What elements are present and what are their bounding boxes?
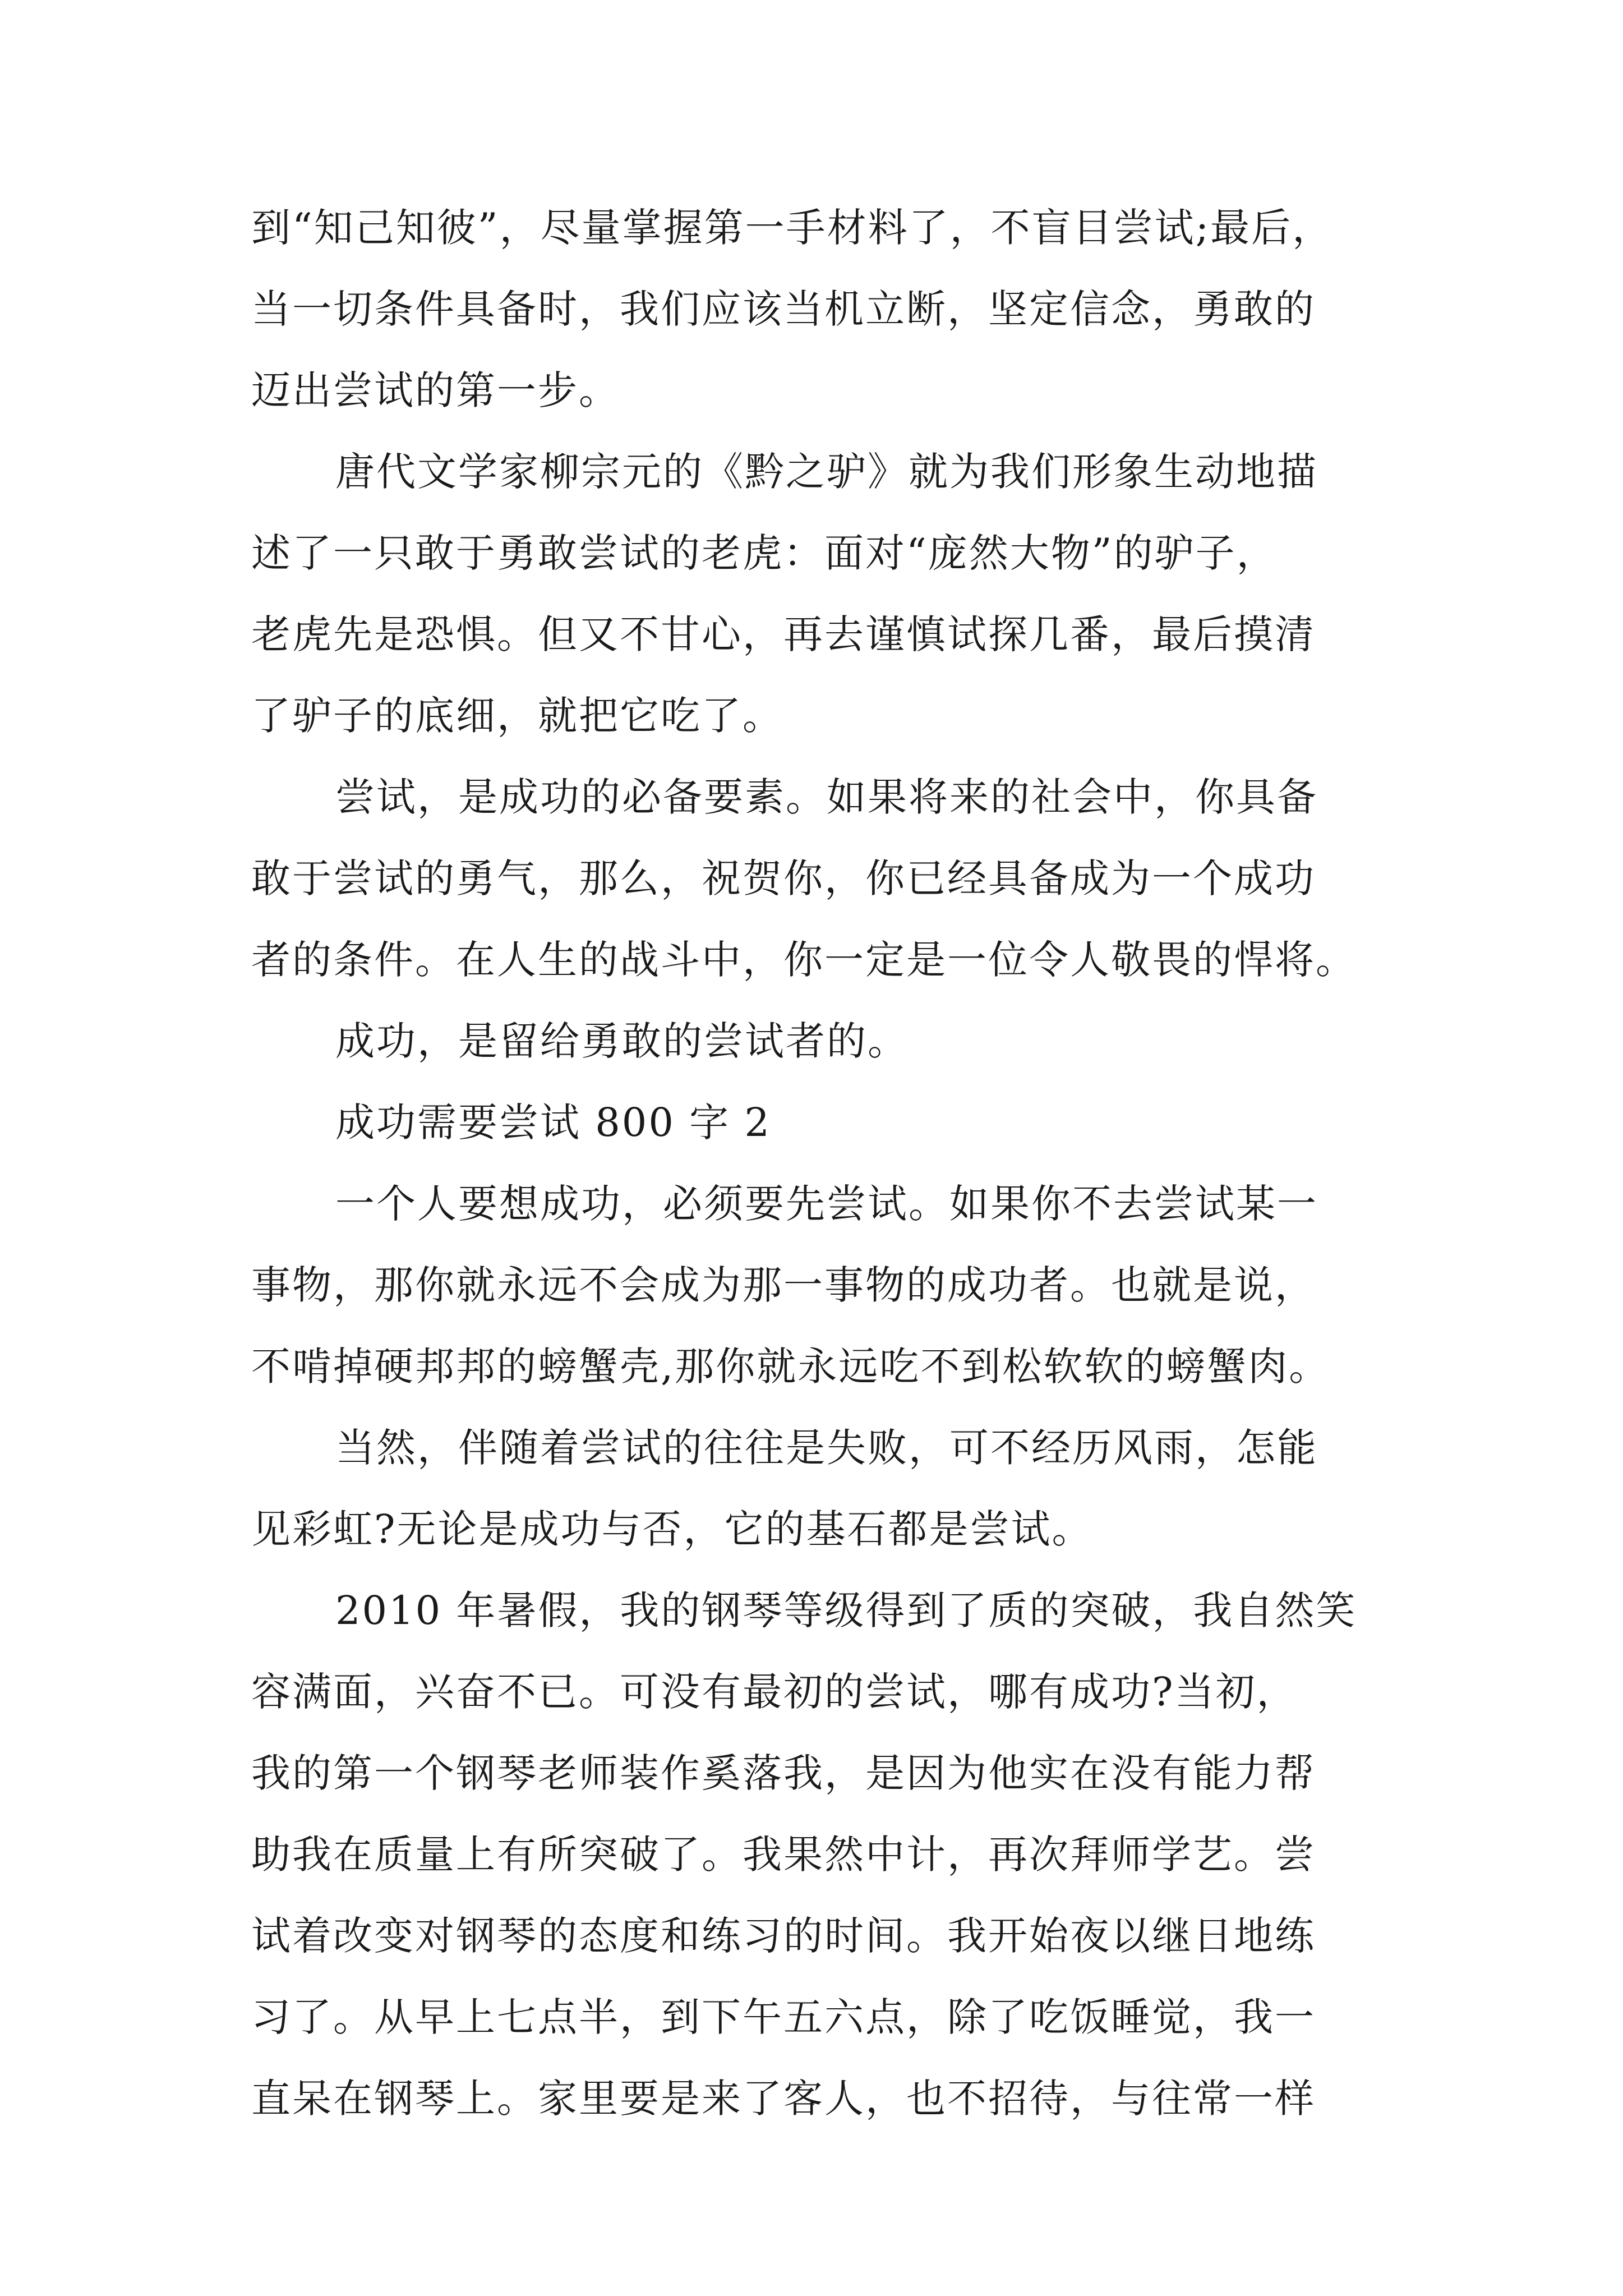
paragraph-start-line: 一个人要想成功，必须要先尝试。如果你不去尝试某一 <box>335 1181 1318 1227</box>
text-line: 了驴子的底细，就把它吃了。 <box>251 693 783 739</box>
text-line: 敢于尝试的勇气，那么，祝贺你，你已经具备成为一个成功 <box>251 855 1316 901</box>
text-line: 当一切条件具备时，我们应该当机立断，坚定信念，勇敢的 <box>251 286 1316 332</box>
text-line: 试着改变对钢琴的态度和练习的时间。我开始夜以继日地练 <box>251 1913 1316 1959</box>
text-line: 见彩虹?无论是成功与否，它的基石都是尝试。 <box>251 1506 1093 1552</box>
paragraph-start-line: 尝试，是成功的必备要素。如果将来的社会中，你具备 <box>335 774 1318 820</box>
section-heading: 成功需要尝试 800 字 2 <box>335 1099 771 1145</box>
text-line: 到“知己知彼”，尽量掌握第一手材料了，不盲目尝试;最后， <box>251 205 1334 251</box>
text-line: 迈出尝试的第一步。 <box>251 367 620 413</box>
text-line: 直呆在钢琴上。家里要是来了客人，也不招待，与往常一样 <box>251 2076 1316 2122</box>
text-line: 我的第一个钢琴老师装作奚落我，是因为他实在没有能力帮 <box>251 1750 1316 1796</box>
text-line: 老虎先是恐惧。但又不甘心，再去谨慎试探几番，最后摸清 <box>251 611 1316 657</box>
paragraph-start-line: 当然，伴随着尝试的往往是失败，可不经历风雨，怎能 <box>335 1425 1318 1471</box>
text-line: 不啃掉硬邦邦的螃蟹壳,那你就永远吃不到松软软的螃蟹肉。 <box>251 1343 1330 1389</box>
paragraph-start-line: 成功，是留给勇敢的尝试者的。 <box>335 1018 909 1064</box>
text-line: 述了一只敢于勇敢尝试的老虎：面对“庞然大物”的驴子， <box>251 530 1278 576</box>
document-body <box>251 205 1390 2160</box>
text-line: 者的条件。在人生的战斗中，你一定是一位令人敬畏的悍将。 <box>251 937 1357 983</box>
paragraph-start-line: 唐代文学家柳宗元的《黔之驴》就为我们形象生动地描 <box>335 449 1318 495</box>
text-line: 容满面，兴奋不已。可没有最初的尝试，哪有成功?当初， <box>251 1669 1298 1715</box>
text-line: 事物，那你就永远不会成为那一事物的成功者。也就是说， <box>251 1262 1316 1308</box>
text-line: 助我在质量上有所突破了。我果然中计，再次拜师学艺。尝 <box>251 1832 1316 1878</box>
text-line: 习了。从早上七点半，到下午五六点，除了吃饭睡觉，我一 <box>251 1994 1316 2040</box>
paragraph-start-line: 2010 年暑假，我的钢琴等级得到了质的突破，我自然笑 <box>335 1588 1357 1634</box>
